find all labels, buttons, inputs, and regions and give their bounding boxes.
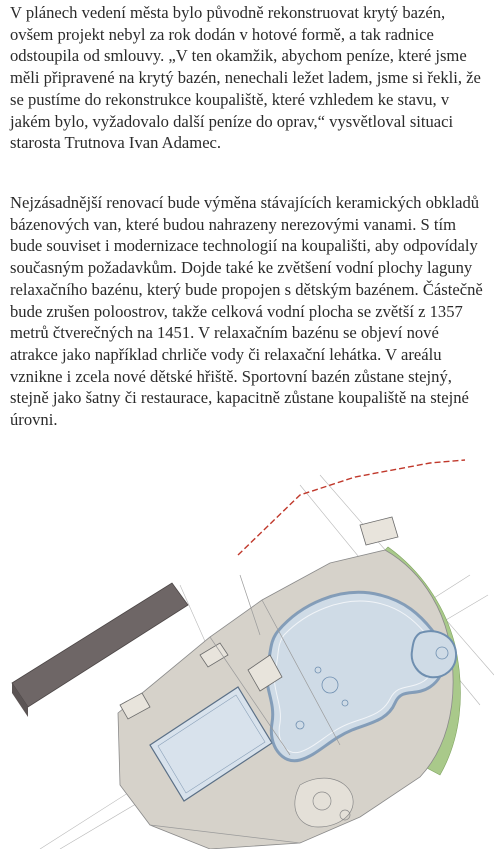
site-plan-drawing xyxy=(0,455,494,849)
playground xyxy=(295,778,353,827)
article-paragraph-2: Nejzásadnější renovací bude výměna stávajících keramických obkladů bázenových van, které budou nahrazeny nerezovými vanami. S tím bude souviset i modernizace technologií na koupališti, aby odpovídaly současným požadavkům. Dojde také ke zvětšení vodní plochy laguny relaxačního bazénu, který bude propojen s dětským bazénem. Částečně bude zrušen poloostrov, takže celková vodní plocha se zvětší z 1357 metrů čtverečných na 1451. V relaxačním bazénu se objeví nové atrakce jako například chrliče vody či relaxační lehátka. V areálu vznikne i zcela nové dětské hřiště. Sportovní bazén zůstane stejný, stejně jako šatny či restaurace, kapacitně zůstane koupaliště na stejné úrovni. xyxy=(10,193,483,430)
property-boundary xyxy=(238,460,465,555)
site-plan-figure xyxy=(0,455,494,849)
childrens-pool xyxy=(412,631,456,677)
article-paragraph-1: V plánech vedení města bylo původně rekonstruovat krytý bazén, ovšem projekt nebyl za rok dodán v hotové formě, a tak radnice odstoupila od smlouvy. „V ten okamžik, abychom peníze, které jsme měli připravené na krytý bazén, nenechali ležet ladem, jsme si řekli, že se pustíme do rekonstrukce koupaliště, které vzhledem ke stavu, v jakém bylo, vyžadovalo další peníze do oprav,“ vysvětloval situaci starosta Trutnova Ivan Adamec. xyxy=(10,3,481,153)
